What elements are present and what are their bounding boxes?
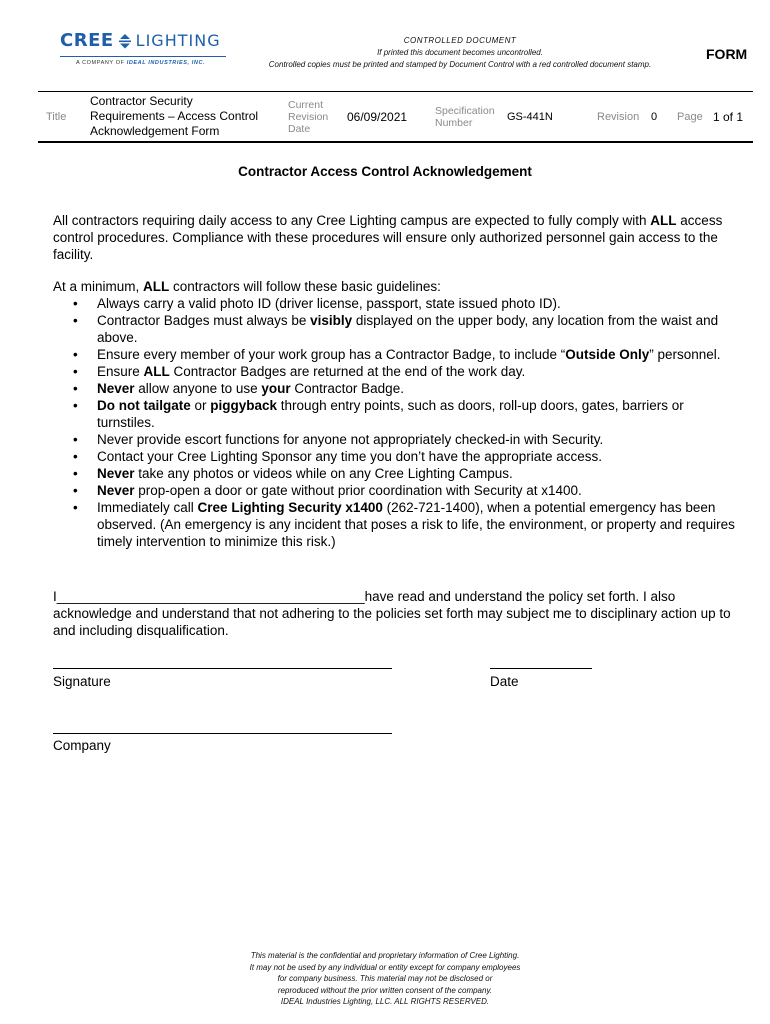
title-line: Contractor Security [90,94,193,108]
bullet-icon: • [73,364,78,379]
guideline-text: allow anyone to use [134,381,262,396]
intro-paragraph [53,212,743,263]
logo-tagline [60,60,230,66]
bullet-icon: • [73,432,78,447]
guideline-emphasis: piggyback [210,398,278,413]
guideline-item [53,380,743,397]
page-label: Page [677,110,703,123]
controlled-document-instructions: Controlled copies must be printed and stamped by Document Control with a red controlled document stamp. [268,60,652,69]
intro-text-end: access control procedures. Compliance with these procedures will ensure only authorized personnel gain access to the facility. [53,213,723,262]
guideline-emphasis: Never [97,466,135,481]
guideline-text: Ensure every member of your work group has a Contractor Badge, to include “ [97,347,566,362]
header-bottom-rule [38,141,753,143]
guideline-text: Ensure [97,364,144,379]
guideline-emphasis: Do not tailgate [97,398,191,413]
guideline-item [53,448,743,465]
logo-tagline-prefix: A COMPANY OF [76,60,127,66]
guideline-text: ” personnel. [649,347,721,362]
guideline-item [53,312,743,346]
controlled-document-title: CONTROLLED DOCUMENT [403,36,517,45]
page-value: 1 of 1 [713,109,744,124]
guideline-text: or [190,398,211,413]
guideline-emphasis: ALL [143,364,170,379]
bullet-icon: • [73,483,78,498]
intro-emphasis: ALL [650,213,677,228]
acknowledgement-pronoun: I [53,589,57,604]
bullet-icon: • [73,449,78,464]
revision-date-label-line: Revision [288,110,329,123]
guideline-text: displayed on the upper body, any location from the waist and above. [97,313,719,345]
revision-date-label-line: Current [288,98,324,111]
bullet-icon: • [73,466,78,481]
bullet-icon: • [73,398,78,413]
spec-number-value: GS-441N [507,110,553,123]
revision-label: Revision [597,110,640,123]
guidelines-intro-text-end: contractors will follow these basic guidelines: [169,279,441,294]
guideline-emphasis: your [261,381,291,396]
guideline-text: Immediately call [97,500,198,515]
guideline-item [53,499,743,550]
guideline-emphasis: Never [97,483,135,498]
footer-line: This material is the confidential and proprietary information of Cree Lighting. [250,951,520,960]
guideline-text: Contractor Badges must always be [97,313,311,328]
guideline-item [53,465,743,482]
guideline-item [53,363,743,380]
date-label: Date [490,674,519,689]
date-line[interactable] [490,668,592,669]
title-cell [90,92,280,141]
guidelines-intro-emphasis: ALL [143,279,170,294]
logo-tagline-brand: IDEAL INDUSTRIES, INC. [126,60,206,66]
footer-line: for company business. This material may not be disclosed or [277,974,493,983]
guideline-item [53,346,743,363]
guideline-text: prop-open a door or gate without prior coordination with Security at x1400. [134,483,582,498]
guideline-text: Contractor Badge. [290,381,404,396]
guideline-emphasis: visibly [310,313,353,328]
guideline-item [53,295,743,312]
guideline-emphasis: Never [97,381,135,396]
logo-product: LIGHTING [135,31,221,50]
controlled-document-note: If printed this document becomes uncontrolled. [377,48,543,57]
guideline-text: through entry points, such as doors, roll-up doors, gates, barriers or turnstiles. [97,398,684,430]
title-value [90,94,258,139]
signature-label: Signature [53,674,111,689]
revision-value: 0 [651,110,658,123]
acknowledgement-text: have read and understand the policy set forth. I also acknowledge and understand that not adhering to the policies set forth may subject me to disciplinary action up to and including disqualification. [53,589,731,638]
logo-divider [60,56,226,57]
guideline-text: take any photos or videos while on any Cree Lighting Campus. [134,466,513,481]
signature-line[interactable] [53,668,392,669]
guideline-text: (262-721-1400), when a potential emergency has been observed. (An emergency is any incident that poses a risk to life, the environment, or property and requires timely intervention to minimize this risk.) [97,500,735,549]
title-line: Acknowledgement Form [90,124,220,138]
guideline-item [53,431,743,448]
guideline-text: Always carry a valid photo ID (driver license, passport, state issued photo ID). [97,296,561,311]
guidelines-intro-text: At a minimum, [53,279,144,294]
revision-date-label [288,92,338,141]
spec-number-label-line: Number [435,116,473,129]
guideline-item [53,397,743,431]
acknowledgement-paragraph [53,588,743,639]
spec-number-label-line: Specification [435,104,495,117]
revision-date-value: 06/09/2021 [347,109,408,124]
company-line[interactable] [53,733,392,734]
spec-number-label [435,92,495,141]
guideline-emphasis: Outside Only [565,347,650,362]
confidentiality-footer [0,950,770,1008]
footer-line: It may not be used by any individual or entity except for company employees [249,962,521,972]
bullet-icon: • [73,500,78,515]
logo-mark-icon [118,33,132,49]
title-line: Requirements – Access Control [90,109,259,123]
guideline-text: Never provide escort functions for anyone not appropriately checked-in with Security. [97,432,604,447]
form-label: FORM [706,46,748,62]
guidelines-list [53,295,743,550]
footer-line: reproduced without the prior written consent of the company. [277,985,493,995]
guideline-item [53,482,743,499]
name-blank: _________________________________________ [56,589,365,604]
bullet-icon: • [73,347,78,362]
title-label: Title [46,110,67,123]
logo-brand: CREE [60,30,114,51]
revision-date-label-line: Date [288,122,311,135]
company-logo [60,30,230,66]
guideline-text: Contractor Badges are returned at the end of the work day. [169,364,526,379]
bullet-icon: • [73,381,78,396]
form-heading: Contractor Access Control Acknowledgement [238,164,532,179]
guideline-text: Contact your Cree Lighting Sponsor any time you don’t have the appropriate access. [97,449,603,464]
bullet-icon: • [73,313,78,328]
guidelines-intro [53,278,743,295]
company-label: Company [53,738,111,753]
bullet-icon: • [73,296,78,311]
intro-text: All contractors requiring daily access to any Cree Lighting campus are expected to fully comply with [53,213,651,228]
guideline-emphasis: Cree Lighting Security x1400 [197,500,383,515]
document-header-table [38,92,753,141]
footer-line: IDEAL Industries Lighting, LLC. ALL RIGHTS RESERVED. [280,997,490,1006]
